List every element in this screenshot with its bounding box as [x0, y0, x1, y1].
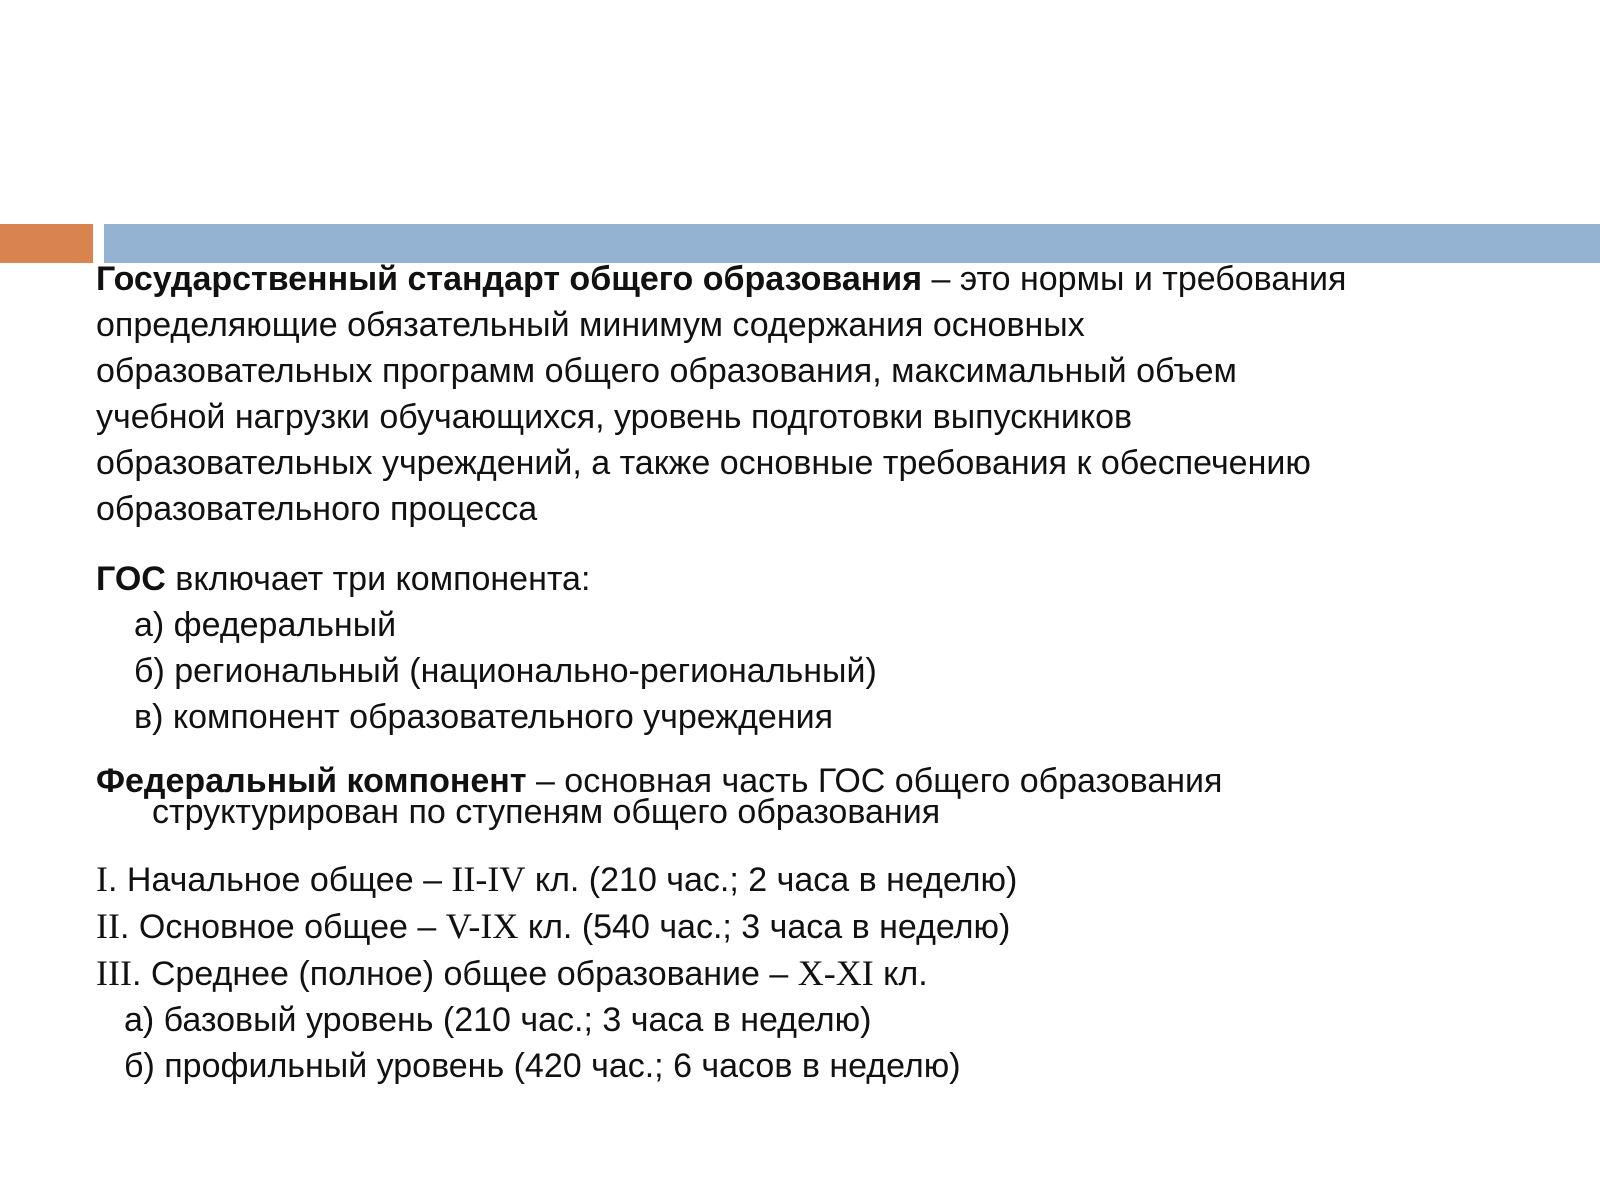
stage-item — [96, 903, 1576, 950]
definition-rest: – это нормы и требования — [922, 260, 1347, 298]
definition-line: образовательных учреждений, а также основные требования к обеспечению — [96, 444, 1311, 482]
components-intro — [96, 556, 1576, 602]
stage-grades: X-XI — [797, 953, 874, 993]
stage-roman: I — [96, 859, 108, 899]
components-intro-text: включает три компонента: — [165, 560, 591, 598]
stage-item — [96, 950, 1576, 997]
stage-item — [96, 856, 1576, 903]
definition-line: учебной нагрузки обучающихся, уровень подготовки выпускников — [96, 398, 1133, 436]
accent-bar-orange — [0, 224, 93, 263]
definition-paragraph — [96, 256, 1576, 532]
definition-term: Государственный стандарт общего образования — [96, 260, 923, 298]
component-item: б) региональный (национально-региональный) — [134, 652, 877, 690]
stage-tail: кл. (540 час.; 3 часа в неделю) — [518, 908, 1011, 946]
stage-tail: кл. — [873, 955, 928, 993]
definition-line-1 — [96, 256, 1576, 302]
stage-text: . Основное общее – — [119, 908, 446, 946]
component-item: а) федеральный — [134, 606, 397, 644]
federal-paragraph — [96, 762, 1576, 831]
stage-grades: V-IX — [445, 906, 519, 946]
federal-line-2: структурирован по ступеням общего образования — [152, 793, 941, 831]
components-paragraph — [96, 556, 1576, 740]
stage-text: . Начальное общее – — [108, 861, 452, 899]
stage-tail: кл. (210 час.; 2 часа в неделю) — [525, 861, 1018, 899]
stage-text: . Среднее (полное) общее образование – — [131, 955, 798, 993]
stage-grades: II-IV — [451, 859, 526, 899]
federal-term: Федеральный компонент — [96, 762, 527, 800]
component-item: в) компонент образовательного учреждения — [134, 698, 833, 736]
level-item: а) базовый уровень (210 час.; 3 часа в неделю) — [124, 1001, 872, 1039]
definition-line: образовательных программ общего образования, максимальный объем — [96, 352, 1237, 390]
level-item: б) профильный уровень (420 час.; 6 часов в неделю) — [124, 1047, 961, 1085]
stages-list — [96, 856, 1576, 1089]
components-term: ГОС — [96, 560, 166, 598]
stage-roman: III — [96, 953, 132, 993]
slide-content — [96, 256, 1576, 1089]
definition-line: определяющие обязательный минимум содержания основных — [96, 306, 1085, 344]
stage-roman: II — [96, 906, 120, 946]
federal-rest: – основная часть ГОС общего образования — [526, 762, 1223, 800]
definition-line: образовательного процесса — [96, 490, 538, 528]
